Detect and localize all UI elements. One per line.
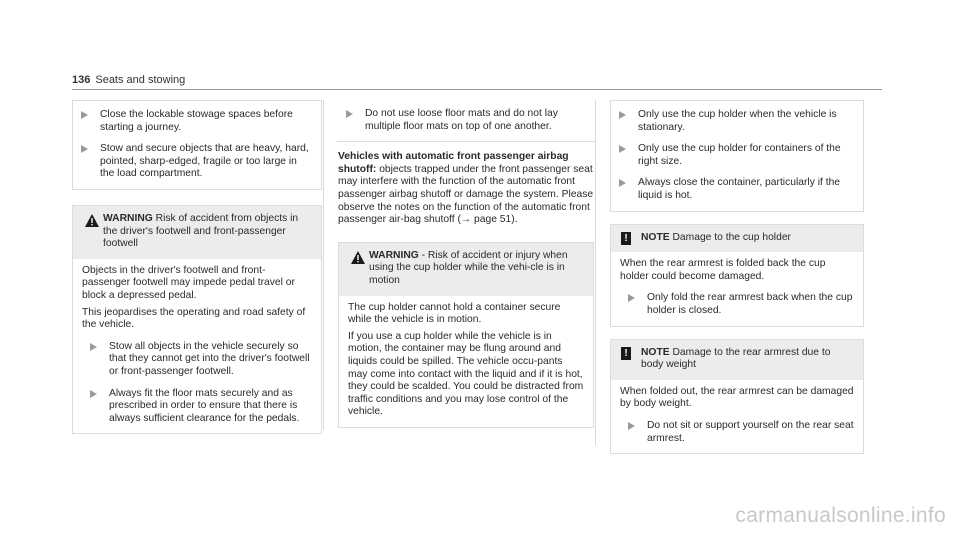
header-rule (72, 89, 882, 90)
arrow-bullet-icon (619, 179, 626, 187)
warning-header (73, 206, 321, 259)
arrow-bullet-icon (346, 110, 353, 118)
warning-body: The cup holder cannot hold a container secure while the vehicle is in motion. If you use a cup holder while the vehicle is in motion, the container may be flung around and liquids could be spilled. The vehicle occu-pants may come into contact with the liquid and if it is hot, they could be scalded. You could be distracted from traffic conditions and you may lose control of the vehicle. (348, 301, 584, 418)
list-item: Always close the container, particularly if the liquid is hot. (611, 177, 855, 202)
list-item: Do not use loose floor mats and do not lay multiple floor mats on top of one another. (338, 108, 594, 133)
list-item: Close the lockable stowage spaces before starting a journey. (73, 109, 313, 134)
notice-icon: ! (621, 232, 631, 245)
column-divider (595, 100, 596, 445)
warning-cupholder-box (338, 242, 594, 428)
note-title: Damage to the rear armrest due to body weight (641, 346, 831, 371)
stowage-tips-box (72, 100, 322, 190)
column-1 (72, 100, 322, 434)
page-number: 136 (72, 74, 91, 86)
page-header (72, 74, 185, 87)
warning-header (339, 243, 593, 296)
column-2 (338, 100, 594, 428)
arrow-bullet-icon (90, 390, 97, 398)
note-title: Damage to the cup holder (672, 231, 791, 243)
airbag-paragraph: Vehicles with automatic front passenger airbag shutoff: objects trapped under the front passenger seat may interfere with the function of the automatic front passenger airbag shutoff or damage the system. Please observe the notes on the function of the automatic front passenger air-bag shutoff (→ page 51). (338, 151, 594, 226)
cupholder-tips-box (610, 100, 864, 212)
warning-title: - Risk of accident or injury when using the cup holder while the vehi-cle is in motion (369, 249, 568, 286)
note-header (611, 225, 863, 253)
warning-body: Objects in the driver's footwell and front-passenger footwell may impede pedal travel or block a depressed pedal. This jeopardises the operating and road safety of the vehicle. Stow all objects in the vehicle securely so that they cannot get into the driver's footwell or front-passenger footwell. Always fit the floor mats securely and as prescribed in order to ensure that there is always sufficient clearance for the pedals. (73, 259, 321, 434)
watermark: carmanualsonline.info (735, 504, 946, 528)
list-item: Only use the cup holder when the vehicle is stationary. (611, 109, 855, 134)
arrow-bullet-icon (619, 111, 626, 119)
note-label: NOTE (641, 346, 670, 358)
column-3 (610, 100, 864, 454)
list-item: Only use the cup holder for containers of the right size. (611, 143, 855, 168)
note-body: When the rear armrest is folded back the cup holder could become damaged. Only fold the rear armrest back when the cup holder is closed. (620, 258, 853, 316)
notice-icon: ! (621, 347, 631, 360)
arrow-bullet-icon (628, 294, 635, 302)
warning-triangle-icon (85, 214, 99, 227)
arrow-bullet-icon (90, 343, 97, 351)
warning-label: WARNING (103, 212, 153, 224)
warning-footwell-box (72, 205, 322, 434)
note-header (611, 340, 863, 380)
column-divider (323, 100, 324, 430)
arrow-bullet-icon (81, 145, 88, 153)
warning-title: Risk of accident from objects in the driver's footwell and front-passenger footwell (103, 212, 299, 250)
warning-triangle-icon (351, 251, 365, 264)
warning-label: WARNING (369, 249, 419, 261)
note-body: When folded out, the rear armrest can be damaged by body weight. Do not sit or support yourself on the rear seat armrest. (620, 385, 854, 444)
note-cupholder-box (610, 224, 864, 327)
section-title: Seats and stowing (95, 74, 186, 86)
arrow-bullet-icon (628, 422, 635, 430)
note-armrest-box (610, 339, 864, 455)
page-reference-link[interactable]: → page 51 (460, 214, 512, 226)
arrow-bullet-icon (619, 145, 626, 153)
separator (337, 141, 595, 142)
list-item: Do not sit or support yourself on the rear seat armrest. (620, 420, 854, 445)
note-label: NOTE (641, 231, 670, 243)
list-item: Stow and secure objects that are heavy, hard, pointed, sharp-edged, fragile or too large in the load compartment. (73, 143, 313, 181)
list-item: Only fold the rear armrest back when the cup holder is closed. (620, 292, 854, 317)
list-item: Stow all objects in the vehicle securely so that they cannot get into the driver's footwell or front-passenger footwell. (82, 341, 312, 379)
list-item: Always fit the floor mats securely and as prescribed in order to ensure that there is always sufficient clearance for the pedals. (82, 388, 312, 426)
arrow-bullet-icon (81, 111, 88, 119)
